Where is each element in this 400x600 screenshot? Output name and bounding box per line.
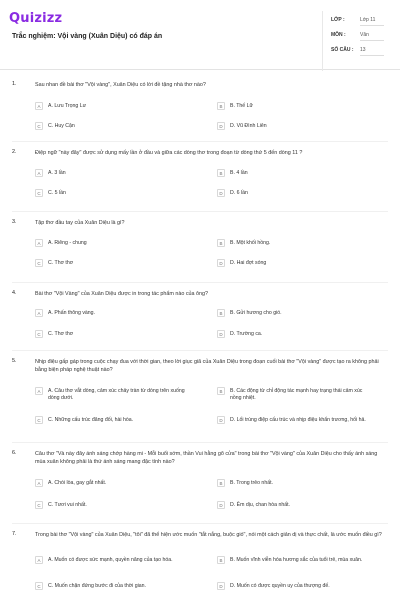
answer-option[interactable] — [217, 239, 375, 252]
option-text: D. Vũ Đình Liên — [230, 122, 267, 129]
option-letter-box: B — [217, 102, 225, 110]
question-text: Sau nhan đề bài thơ "Vội vàng", Xuân Diệu có lời đề tặng nhà thơ nào? — [35, 82, 206, 88]
meta-label-class: LỚP : — [331, 17, 345, 23]
question-divider — [12, 350, 388, 351]
answer-option[interactable] — [35, 102, 193, 115]
question-divider — [12, 282, 388, 283]
option-text: B. Gửi hương cho gió. — [230, 309, 282, 316]
answer-option[interactable] — [35, 122, 193, 135]
question-text: Điệp ngữ "này đây" được sử dụng mấy lần ở đầu và giữa các dòng thơ trong đoạn từ dòng thứ 5 đến dòng 11 ? — [35, 150, 303, 156]
option-letter-box: C — [35, 330, 43, 338]
option-letter-box: A — [35, 239, 43, 247]
worksheet-title: Trắc nghiệm: Vội vàng (Xuân Diệu) có đáp án — [12, 33, 163, 40]
option-text: C. Huy Cận — [48, 122, 75, 129]
answer-option[interactable] — [35, 416, 193, 429]
option-text: C. Những cấu trúc đăng đối, hài hòa. — [48, 416, 134, 423]
option-letter-box: C — [35, 189, 43, 197]
option-letter-box: A — [35, 556, 43, 564]
meta-label-subject: MÔN : — [331, 32, 346, 38]
answer-option[interactable] — [35, 189, 193, 202]
option-letter-box: C — [35, 501, 43, 509]
question-text: Trong bài thơ "Vội vàng" của Xuân Diệu, "tôi" đã thể hiện ước muốn "tắt nắng, buộc gió", nói một cách giản dị và thực chất, là ước muốn điều gì? — [35, 532, 382, 538]
option-text: D. Lối trùng điệp cấu trúc và nhịp điệu khẩn trương, hối hả. — [230, 416, 366, 423]
answer-option[interactable] — [217, 556, 375, 569]
question-number: 2. — [12, 149, 17, 155]
option-letter-box: D — [217, 122, 225, 130]
answer-option[interactable] — [217, 501, 375, 514]
question-number: 4. — [12, 290, 17, 296]
option-letter-box: B — [217, 309, 225, 317]
option-text: D. Êm dịu, chan hòa nhất. — [230, 501, 290, 508]
quizizz-logo: Quizizz — [9, 11, 63, 26]
question-text: Tập thơ đầu tay của Xuân Diệu là gì? — [35, 220, 125, 226]
option-text: B. Các động từ chỉ động tác mạnh hay trạng thái cảm xúc nồng nhiệt. — [230, 387, 363, 401]
question-text: Nhịp điệu gấp gáp trong cuộc chạy đua với thời gian, theo lời giục giã của Xuân Diệu trong đoạn cuối bài thơ "Vội vàng" được tạo ra không phải bằng biện pháp nghệ thuật nào? — [35, 359, 379, 373]
option-letter-box: D — [217, 330, 225, 338]
answer-option[interactable] — [217, 479, 375, 492]
answer-option[interactable] — [217, 582, 375, 595]
option-text: C. Thơ thơ — [48, 330, 74, 337]
option-letter-box: C — [35, 582, 43, 590]
option-letter-box: D — [217, 501, 225, 509]
option-text: A. Phấn thông vàng. — [48, 309, 96, 316]
option-text: A. Chói lòa, gay gắt nhất. — [48, 479, 107, 486]
option-text: B. 4 lần — [230, 169, 248, 176]
answer-option[interactable] — [35, 330, 193, 343]
option-text: C. Thơ thơ — [48, 259, 74, 266]
answer-option[interactable] — [217, 309, 375, 322]
option-letter-box: D — [217, 582, 225, 590]
question-text: Bài thơ "Vội Vàng" của Xuân Diệu được in trong tác phẩm nào của ông? — [35, 291, 209, 297]
answer-option[interactable] — [217, 330, 375, 343]
option-letter-box: C — [35, 259, 43, 267]
answer-option[interactable] — [35, 239, 193, 252]
option-text: A. Lưu Trọng Lư — [48, 102, 87, 109]
option-letter-box: D — [217, 416, 225, 424]
option-letter-box: A — [35, 309, 43, 317]
question-number: 7. — [12, 531, 17, 537]
option-text: D. Muốn có được quyền uy của thượng đế. — [230, 582, 330, 589]
option-letter-box: C — [35, 122, 43, 130]
question-text: Câu thơ "Và này đây ánh sáng chớp hàng mi - Mỗi buổi sớm, thần Vui hằng gõ cửa" trong bài thơ "Vội vàng" của Xuân Diệu cho thấy ánh sáng mùa xuân không phải là thứ ánh sáng mang đặc tính nào? — [35, 451, 378, 465]
option-letter-box: B — [217, 556, 225, 564]
answer-option[interactable] — [35, 387, 193, 400]
option-text: D. Trường ca. — [230, 330, 263, 337]
question-divider — [12, 141, 388, 142]
meta-panel — [322, 11, 397, 71]
option-text: D. 6 lần — [230, 189, 248, 196]
option-text: B. Muốn vĩnh viễn hóa hương sắc của tuổi trẻ, mùa xuân. — [230, 556, 363, 563]
option-letter-box: B — [217, 169, 225, 177]
option-text: A. Câu thơ vắt dòng, cảm xúc chảy tràn từ dòng trên xuống dòng dưới. — [48, 387, 185, 401]
question-divider — [12, 523, 388, 524]
option-text: B. Trong trẻo nhất. — [230, 479, 273, 486]
answer-option[interactable] — [35, 169, 193, 182]
answer-option[interactable] — [35, 582, 193, 595]
question-number: 5. — [12, 358, 17, 364]
option-letter-box: D — [217, 259, 225, 267]
answer-option[interactable] — [217, 416, 375, 429]
meta-value-subject: Văn — [360, 32, 384, 41]
worksheet-header — [0, 0, 400, 70]
option-letter-box: A — [35, 102, 43, 110]
option-letter-box: A — [35, 387, 43, 395]
answer-option[interactable] — [217, 169, 375, 182]
option-letter-box: C — [35, 416, 43, 424]
question-number: 1. — [12, 81, 17, 87]
meta-value-count: 13 — [360, 47, 384, 56]
meta-label-count: SỐ CÂU : — [331, 47, 354, 53]
answer-option[interactable] — [35, 479, 193, 492]
answer-option[interactable] — [217, 387, 375, 400]
option-text: C. Muốn chặn đứng bước đi của thời gian. — [48, 582, 146, 589]
question-divider — [12, 211, 388, 212]
option-letter-box: B — [217, 239, 225, 247]
option-letter-box: B — [217, 479, 225, 487]
answer-option[interactable] — [35, 501, 193, 514]
option-letter-box: A — [35, 479, 43, 487]
question-number: 6. — [12, 450, 17, 456]
option-text: C. 5 lần — [48, 189, 66, 196]
option-text: B. Một khối hồng. — [230, 239, 271, 246]
answer-option[interactable] — [35, 556, 193, 569]
question-divider — [12, 442, 388, 443]
question-number: 3. — [12, 219, 17, 225]
answer-option[interactable] — [35, 309, 193, 322]
option-text: A. Muốn có được sức mạnh, quyền năng của tạo hóa. — [48, 556, 173, 563]
meta-value-class: Lớp 11 — [360, 17, 384, 26]
option-text: A. 3 lần — [48, 169, 66, 176]
option-text: B. Thế Lữ — [230, 102, 253, 109]
option-text: A. Riêng - chung — [48, 239, 87, 246]
option-text: D. Hai đợt sóng — [230, 259, 267, 266]
option-letter-box: A — [35, 169, 43, 177]
answer-option[interactable] — [217, 189, 375, 202]
answer-option[interactable] — [217, 122, 375, 135]
option-text: C. Tươi vui nhất. — [48, 501, 87, 508]
answer-option[interactable] — [35, 259, 193, 272]
option-letter-box: B — [217, 387, 225, 395]
option-letter-box: D — [217, 189, 225, 197]
answer-option[interactable] — [217, 259, 375, 272]
answer-option[interactable] — [217, 102, 375, 115]
